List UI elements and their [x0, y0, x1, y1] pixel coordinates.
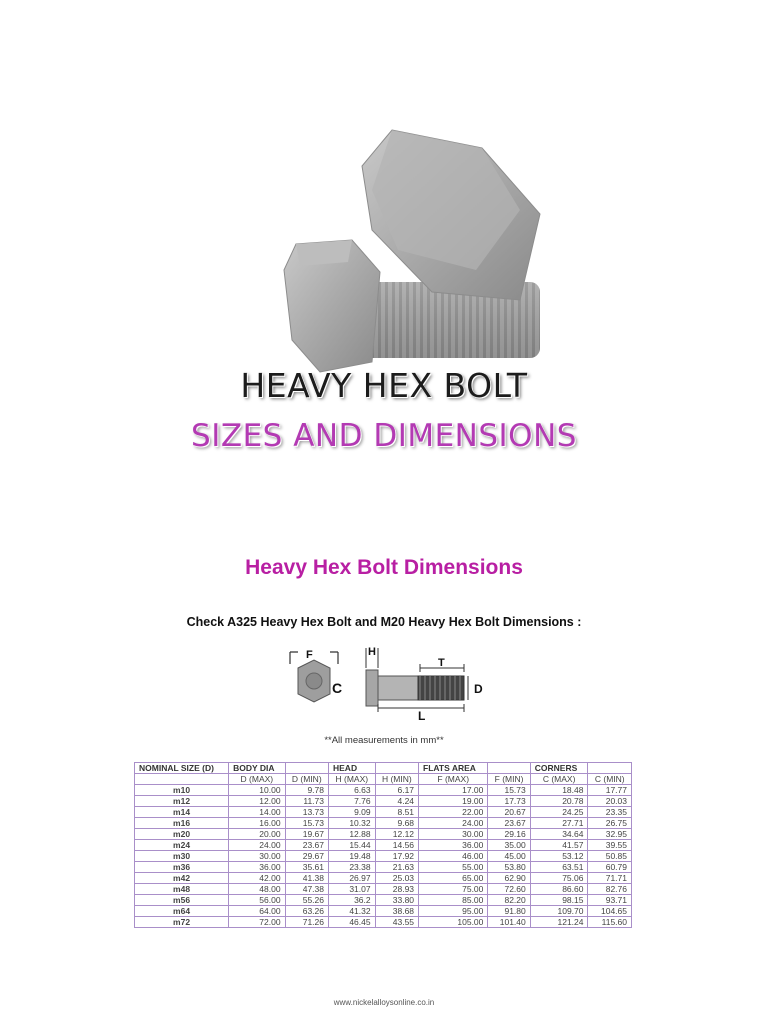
dimensions-subtitle: Check A325 Heavy Hex Bolt and M20 Heavy Hex Bolt Dimensions : [186, 615, 582, 629]
table-cell: 9.78 [285, 785, 328, 796]
table-cell: 18.48 [530, 785, 588, 796]
header-nominal-size: NOMINAL SIZE (D) [135, 763, 229, 774]
table-cell: 6.17 [375, 785, 418, 796]
table-cell: 45.00 [488, 851, 530, 862]
table-cell: 101.40 [488, 917, 530, 928]
table-cell: 17.92 [375, 851, 418, 862]
subheader-cell: H (MAX) [329, 774, 376, 785]
table-cell: 53.80 [488, 862, 530, 873]
table-row [135, 917, 632, 928]
table-cell: 121.24 [530, 917, 588, 928]
table-row [135, 785, 632, 796]
table-cell: 104.65 [588, 906, 632, 917]
table-cell: 24.25 [530, 807, 588, 818]
label-c: C [332, 680, 343, 696]
table-row [135, 895, 632, 906]
table-cell: 9.68 [375, 818, 418, 829]
subheader-cell: F (MIN) [488, 774, 530, 785]
table-cell: 29.67 [285, 851, 328, 862]
hero-title: HEAVY HEX BOLT [240, 366, 528, 405]
table-row [135, 862, 632, 873]
table-cell: 9.09 [329, 807, 376, 818]
size-cell: m14 [135, 807, 229, 818]
table-cell: 17.73 [488, 796, 530, 807]
size-cell: m56 [135, 895, 229, 906]
table-cell: 15.44 [329, 840, 376, 851]
table-cell: 29.16 [488, 829, 530, 840]
table-row [135, 818, 632, 829]
table-row [135, 807, 632, 818]
size-cell: m16 [135, 818, 229, 829]
table-cell: 86.60 [530, 884, 588, 895]
table-cell: 6.63 [329, 785, 376, 796]
dimensions-table [134, 762, 632, 928]
table-cell: 23.67 [285, 840, 328, 851]
size-cell: m72 [135, 917, 229, 928]
table-cell: 50.85 [588, 851, 632, 862]
table-row [135, 851, 632, 862]
table-cell: 56.00 [229, 895, 286, 906]
table-cell: 10.32 [329, 818, 376, 829]
table-cell: 35.00 [488, 840, 530, 851]
table-cell: 43.55 [375, 917, 418, 928]
table-row [135, 884, 632, 895]
table-cell: 27.71 [530, 818, 588, 829]
table-cell: 48.00 [229, 884, 286, 895]
table-cell: 35.61 [285, 862, 328, 873]
size-cell: m20 [135, 829, 229, 840]
size-cell: m12 [135, 796, 229, 807]
table-cell: 22.00 [419, 807, 488, 818]
table-cell: 8.51 [375, 807, 418, 818]
table-cell: 7.76 [329, 796, 376, 807]
header-body-dia: BODY DIA [229, 763, 286, 774]
table-cell: 39.55 [588, 840, 632, 851]
table-cell: 71.71 [588, 873, 632, 884]
header-empty [285, 763, 328, 774]
table-cell: 25.03 [375, 873, 418, 884]
table-cell: 30.00 [419, 829, 488, 840]
hero-subtitle: SIZES AND DIMENSIONS [191, 418, 577, 454]
footer-website[interactable]: www.nickelalloysonline.co.in [333, 998, 435, 1007]
table-cell: 64.00 [229, 906, 286, 917]
table-cell: 75.00 [419, 884, 488, 895]
table-cell: 63.51 [530, 862, 588, 873]
header-empty [375, 763, 418, 774]
table-cell: 38.68 [375, 906, 418, 917]
table-cell: 46.00 [419, 851, 488, 862]
subheader-cell: D (MAX) [229, 774, 286, 785]
size-cell: m10 [135, 785, 229, 796]
table-cell: 55.26 [285, 895, 328, 906]
table-cell: 23.35 [588, 807, 632, 818]
table-sub-header [135, 774, 632, 785]
subheader-cell: C (MIN) [588, 774, 632, 785]
table-cell: 36.00 [229, 862, 286, 873]
table-cell: 41.32 [329, 906, 376, 917]
table-cell: 13.73 [285, 807, 328, 818]
label-h: H [368, 646, 376, 658]
table-cell: 42.00 [229, 873, 286, 884]
subheader-cell: C (MAX) [530, 774, 588, 785]
table-cell: 46.45 [329, 917, 376, 928]
header-flats-area: FLATS AREA [419, 763, 488, 774]
table-cell: 75.06 [530, 873, 588, 884]
table-cell: 41.38 [285, 873, 328, 884]
table-cell: 12.88 [329, 829, 376, 840]
table-cell: 17.77 [588, 785, 632, 796]
table-cell: 53.12 [530, 851, 588, 862]
table-cell: 60.79 [588, 862, 632, 873]
table-cell: 34.64 [530, 829, 588, 840]
bolt-head-side [366, 670, 378, 706]
table-cell: 36.2 [329, 895, 376, 906]
table-cell: 63.26 [285, 906, 328, 917]
table-cell: 95.00 [419, 906, 488, 917]
table-cell: 16.00 [229, 818, 286, 829]
table-cell: 55.00 [419, 862, 488, 873]
size-cell: m36 [135, 862, 229, 873]
table-cell: 24.00 [229, 840, 286, 851]
table-cell: 115.60 [588, 917, 632, 928]
label-l: L [418, 709, 426, 723]
table-cell: 41.57 [530, 840, 588, 851]
table-cell: 20.67 [488, 807, 530, 818]
table-cell: 15.73 [488, 785, 530, 796]
table-cell: 19.00 [419, 796, 488, 807]
label-d: D [474, 682, 483, 696]
subheader-cell: F (MAX) [419, 774, 488, 785]
subheader-cell: H (MIN) [375, 774, 418, 785]
table-row [135, 829, 632, 840]
table-cell: 36.00 [419, 840, 488, 851]
size-cell: m42 [135, 873, 229, 884]
table-cell: 47.38 [285, 884, 328, 895]
table-cell: 72.00 [229, 917, 286, 928]
table-cell: 15.73 [285, 818, 328, 829]
label-t: T [438, 657, 445, 669]
table-group-header [135, 763, 632, 774]
table-cell: 72.60 [488, 884, 530, 895]
table-cell: 30.00 [229, 851, 286, 862]
table-cell: 26.75 [588, 818, 632, 829]
table-cell: 28.93 [375, 884, 418, 895]
table-cell: 109.70 [530, 906, 588, 917]
section-title: Heavy Hex Bolt Dimensions [245, 556, 523, 579]
table-cell: 24.00 [419, 818, 488, 829]
subheader-cell [135, 774, 229, 785]
table-cell: 71.26 [285, 917, 328, 928]
size-cell: m48 [135, 884, 229, 895]
subheader-cell: D (MIN) [285, 774, 328, 785]
header-empty [488, 763, 530, 774]
table-row [135, 796, 632, 807]
table-cell: 65.00 [419, 873, 488, 884]
table-cell: 12.12 [375, 829, 418, 840]
size-cell: m24 [135, 840, 229, 851]
table-cell: 19.48 [329, 851, 376, 862]
table-cell: 26.97 [329, 873, 376, 884]
table-row [135, 873, 632, 884]
table-cell: 20.03 [588, 796, 632, 807]
table-cell: 20.78 [530, 796, 588, 807]
table-cell: 85.00 [419, 895, 488, 906]
table-cell: 19.67 [285, 829, 328, 840]
table-cell: 14.00 [229, 807, 286, 818]
table-cell: 23.38 [329, 862, 376, 873]
table-cell: 33.80 [375, 895, 418, 906]
table-cell: 82.76 [588, 884, 632, 895]
header-empty [588, 763, 632, 774]
table-cell: 10.00 [229, 785, 286, 796]
header-head: HEAD [329, 763, 376, 774]
table-row [135, 906, 632, 917]
table-cell: 91.80 [488, 906, 530, 917]
table-cell: 32.95 [588, 829, 632, 840]
size-cell: m64 [135, 906, 229, 917]
table-cell: 14.56 [375, 840, 418, 851]
table-cell: 4.24 [375, 796, 418, 807]
table-cell: 31.07 [329, 884, 376, 895]
header-corners: CORNERS [530, 763, 588, 774]
size-cell: m30 [135, 851, 229, 862]
bolt-shank [378, 676, 418, 700]
table-cell: 93.71 [588, 895, 632, 906]
label-f: F [306, 649, 313, 661]
table-cell: 105.00 [419, 917, 488, 928]
table-cell: 12.00 [229, 796, 286, 807]
table-cell: 11.73 [285, 796, 328, 807]
table-cell: 62.90 [488, 873, 530, 884]
table-cell: 20.00 [229, 829, 286, 840]
table-cell: 23.67 [488, 818, 530, 829]
bolt-dimension-diagram [280, 642, 495, 727]
table-row [135, 840, 632, 851]
table-cell: 17.00 [419, 785, 488, 796]
table-cell: 82.20 [488, 895, 530, 906]
table-cell: 21.63 [375, 862, 418, 873]
table-cell: 98.15 [530, 895, 588, 906]
measurement-note: **All measurements in mm** [324, 735, 444, 746]
